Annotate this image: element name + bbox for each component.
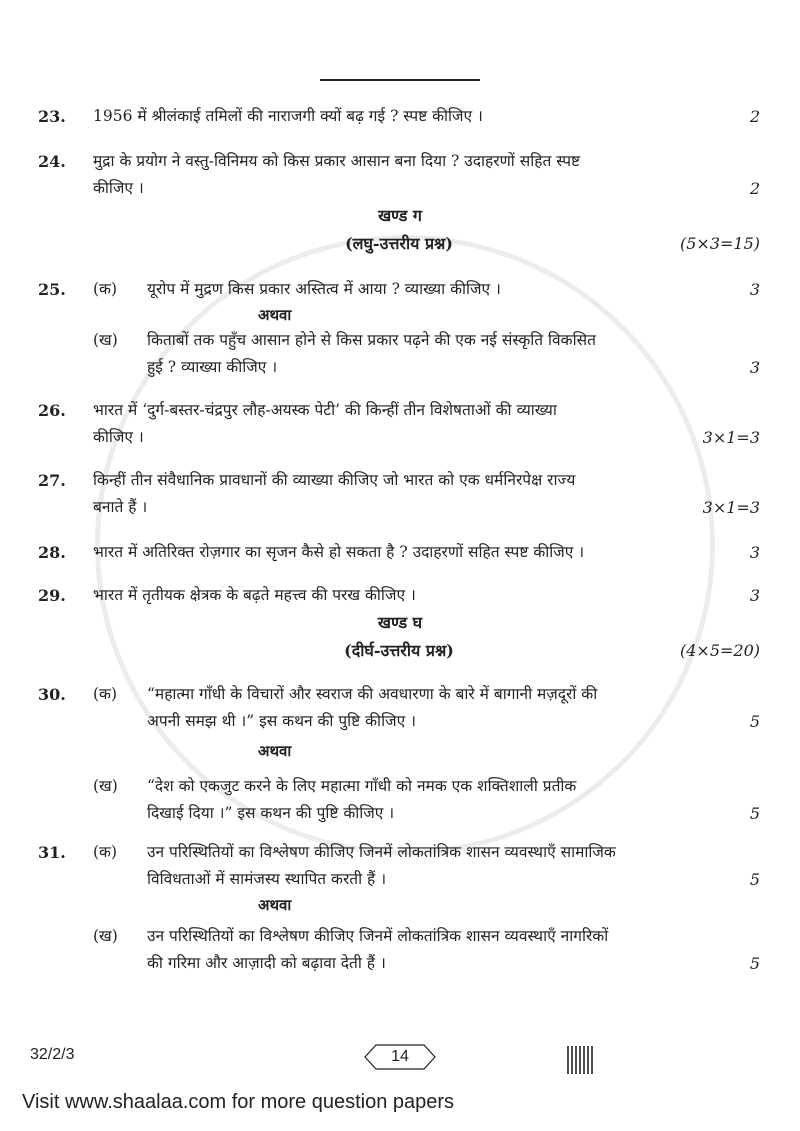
option-a bbox=[38, 681, 760, 735]
marks: 3 bbox=[749, 280, 760, 299]
qr-code-icon bbox=[567, 1046, 593, 1074]
question-number: 25. bbox=[38, 280, 66, 299]
question-text bbox=[93, 103, 690, 130]
option-label: (क) bbox=[93, 685, 117, 703]
question-line: 1956 में श्रीलंकाई तमिलों की नाराजगी क्यों बढ़ गई ? स्पष्ट कीजिए । bbox=[93, 107, 483, 125]
section-subtitle: (लघु-उत्तरीय प्रश्न) bbox=[345, 234, 453, 253]
section-marks: (5×3=15) bbox=[679, 234, 760, 253]
question-number: 27. bbox=[38, 471, 66, 490]
option-label: (क) bbox=[93, 843, 117, 861]
question-number: 29. bbox=[38, 586, 66, 605]
question-31 bbox=[0, 839, 800, 977]
question-text bbox=[93, 397, 690, 451]
question-29 bbox=[38, 582, 760, 609]
question-number: 26. bbox=[38, 401, 66, 420]
question-list bbox=[0, 103, 800, 977]
paper-code: 32/2/3 bbox=[30, 1046, 75, 1063]
question-line: “महात्मा गाँधी के विचारों और स्वराज की अवधारणा के बारे में बागानी मज़दूरों की bbox=[147, 685, 598, 703]
question-text bbox=[147, 923, 690, 977]
option-a bbox=[38, 276, 760, 303]
question-line: की गरिमा और आज़ादी को बढ़ावा देती हैं । bbox=[147, 954, 386, 972]
page-number bbox=[364, 1044, 436, 1070]
question-number: 28. bbox=[38, 543, 66, 562]
question-text bbox=[147, 681, 690, 735]
question-line: किन्हीं तीन संवैधानिक प्रावधानों की व्याख्या कीजिए जो भारत को एक धर्मनिरपेक्ष राज्य bbox=[93, 471, 576, 489]
top-divider bbox=[320, 79, 480, 81]
question-text bbox=[147, 327, 690, 381]
question-text bbox=[93, 539, 690, 566]
question-text bbox=[93, 467, 690, 521]
or-label: अथवा bbox=[258, 306, 292, 324]
question-25 bbox=[0, 276, 800, 381]
marks: 3 bbox=[749, 543, 760, 562]
question-line: दिखाई दिया ।” इस कथन की पुष्टि कीजिए । bbox=[147, 804, 395, 822]
visit-link-text[interactable]: Visit www.shaalaa.com for more question papers bbox=[22, 1091, 455, 1113]
question-line: उन परिस्थितियों का विश्लेषण कीजिए जिनमें लोकतांत्रिक शासन व्यवस्थाएँ सामाजिक bbox=[147, 843, 616, 861]
question-number: 31. bbox=[38, 843, 66, 862]
option-label: (ख) bbox=[93, 777, 118, 795]
question-line: कीजिए । bbox=[93, 179, 144, 197]
question-text bbox=[93, 582, 690, 609]
section-title: खण्ड घ bbox=[377, 613, 423, 632]
question-line: हुई ? व्याख्या कीजिए । bbox=[147, 358, 278, 376]
section-subtitle: (दीर्घ-उत्तरीय प्रश्न) bbox=[344, 641, 454, 660]
question-27 bbox=[38, 467, 760, 521]
question-number: 24. bbox=[38, 152, 66, 171]
option-label: (क) bbox=[93, 280, 117, 298]
marks: 3 bbox=[749, 586, 760, 605]
option-b bbox=[38, 327, 760, 381]
section-header bbox=[38, 230, 760, 258]
marks: 2 bbox=[749, 107, 760, 126]
question-line: अपनी समझ थी ।” इस कथन की पुष्टि कीजिए । bbox=[147, 712, 416, 730]
marks: 2 bbox=[749, 179, 760, 198]
option-b bbox=[38, 773, 760, 827]
page-number-text: 14 bbox=[391, 1048, 409, 1065]
question-line: विविधताओं में सामंजस्य स्थापित करती हैं । bbox=[147, 870, 387, 888]
question-24 bbox=[38, 148, 760, 202]
question-line: कीजिए । bbox=[93, 428, 144, 446]
question-26 bbox=[38, 397, 760, 451]
question-line: यूरोप में मुद्रण किस प्रकार अस्तित्व में आया ? व्याख्या कीजिए । bbox=[147, 280, 501, 298]
question-line: भारत में ‘दुर्ग-बस्तर-चंद्रपुर लौह-अयस्क पेटी’ की किन्हीं तीन विशेषताओं की व्याख्या bbox=[93, 401, 557, 419]
section-header bbox=[38, 637, 760, 665]
question-line: “देश को एकजुट करने के लिए महात्मा गाँधी को नमक एक शक्तिशाली प्रतीक bbox=[147, 777, 577, 795]
or-label: अथवा bbox=[258, 742, 292, 760]
marks: 3×1=3 bbox=[702, 498, 760, 517]
question-text bbox=[147, 839, 690, 893]
question-line: भारत में अतिरिक्त रोज़गार का सृजन कैसे हो सकता है ? उदाहरणों सहित स्पष्ट कीजिए । bbox=[93, 543, 585, 561]
marks: 5 bbox=[749, 954, 760, 973]
question-30 bbox=[0, 681, 800, 827]
option-b bbox=[38, 923, 760, 977]
question-number: 23. bbox=[38, 107, 66, 126]
marks: 5 bbox=[749, 870, 760, 889]
question-line: भारत में तृतीयक क्षेत्रक के बढ़ते महत्त्व की परख कीजिए । bbox=[93, 586, 416, 604]
question-line: बनाते हैं । bbox=[93, 498, 148, 516]
marks: 5 bbox=[749, 712, 760, 731]
marks: 5 bbox=[749, 804, 760, 823]
question-23 bbox=[38, 103, 760, 130]
marks: 3 bbox=[749, 358, 760, 377]
question-line: मुद्रा के प्रयोग ने वस्तु-विनिमय को किस प्रकार आसान बना दिया ? उदाहरणों सहित स्पष्ट bbox=[93, 152, 581, 170]
option-label: (ख) bbox=[93, 331, 118, 349]
question-text bbox=[147, 773, 690, 827]
question-text bbox=[93, 148, 690, 202]
question-number: 30. bbox=[38, 685, 66, 704]
option-label: (ख) bbox=[93, 927, 118, 945]
or-label: अथवा bbox=[258, 896, 292, 914]
question-line: उन परिस्थितियों का विश्लेषण कीजिए जिनमें लोकतांत्रिक शासन व्यवस्थाएँ नागरिकों bbox=[147, 927, 609, 945]
question-line: किताबों तक पहुँच आसान होने से किस प्रकार पढ़ने की एक नई संस्कृति विकसित bbox=[147, 331, 596, 349]
option-a bbox=[38, 839, 760, 893]
section-marks: (4×5=20) bbox=[679, 641, 760, 660]
marks: 3×1=3 bbox=[702, 428, 760, 447]
section-title: खण्ड ग bbox=[378, 206, 422, 225]
question-28 bbox=[38, 539, 760, 566]
question-text bbox=[147, 276, 690, 303]
